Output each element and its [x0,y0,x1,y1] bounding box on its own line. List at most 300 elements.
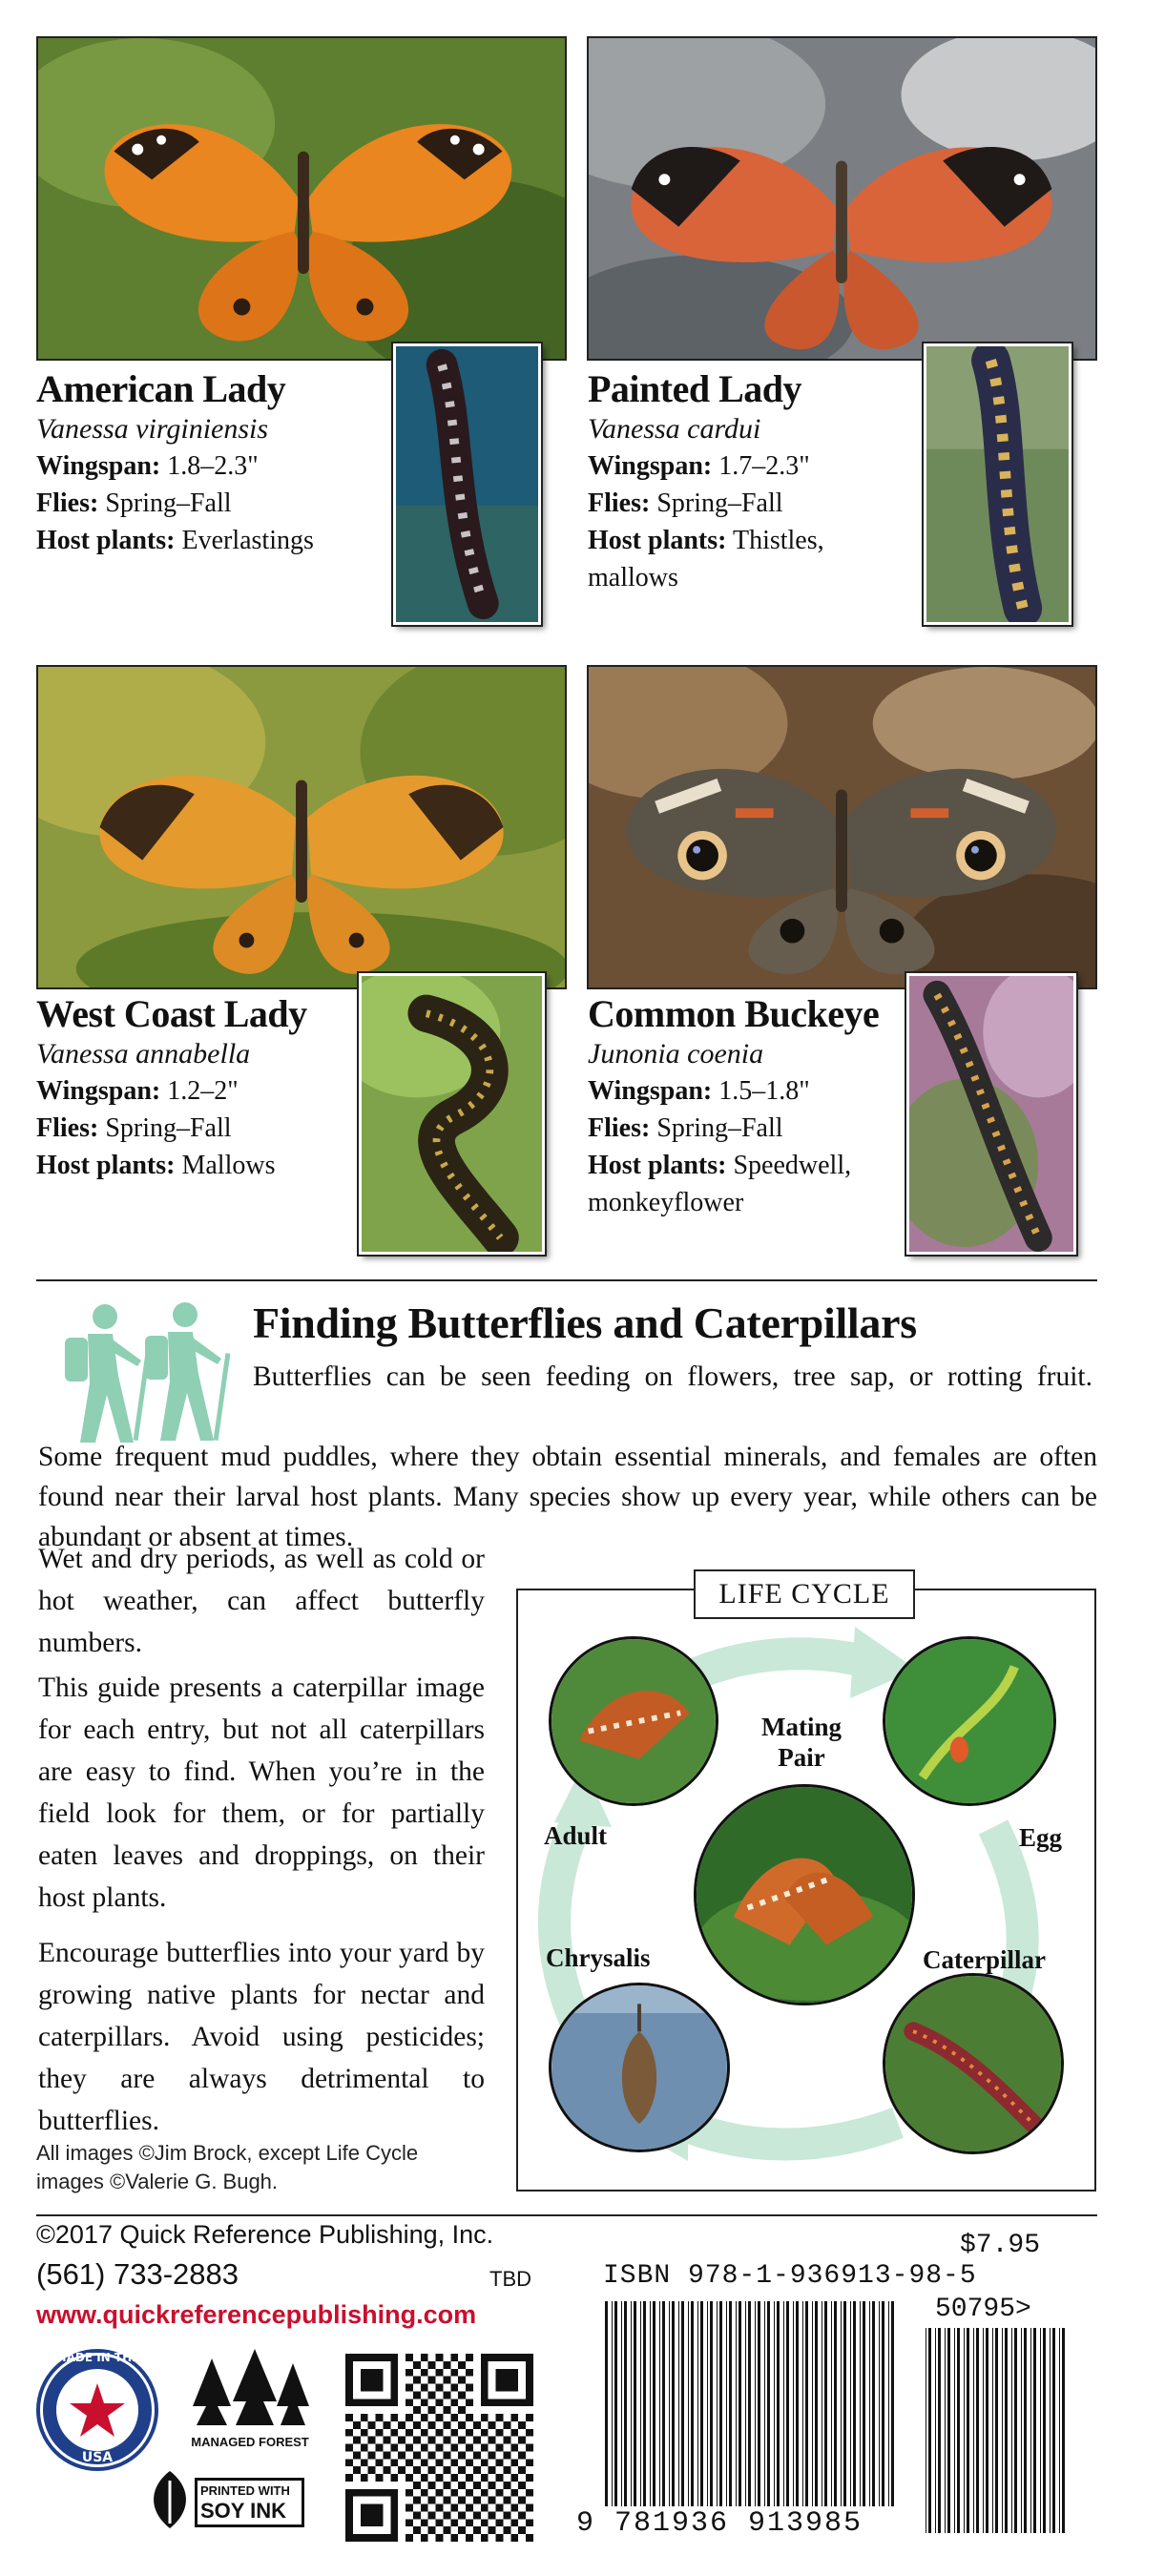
species-name: Painted Lady [588,367,802,410]
qr-module [466,2474,473,2482]
barcode-bar [1011,2328,1012,2533]
barcode-bar [745,2301,746,2506]
qr-module [443,2361,450,2369]
barcode-bar [891,2301,894,2506]
intro-text-first-line: Butterflies can be seen feeding on flowers, tree sap, or rotting fruit. [253,1361,1092,1392]
qr-module [406,2489,413,2497]
qr-module [481,2414,489,2421]
barcode-bar [964,2328,965,2533]
qr-module [458,2406,466,2414]
qr-module [443,2377,450,2384]
paragraph-weather: Wet and dry periods, as well as cold or hot weather, can affect butterfly numbers. [38,1544,485,1658]
qr-module [466,2504,473,2512]
qr-module [406,2444,413,2452]
qr-module [406,2534,413,2542]
barcode-bar [719,2301,722,2506]
qr-module [428,2466,436,2474]
barcode-bar [976,2328,979,2533]
qr-module [436,2444,444,2452]
barcode-bar [697,2301,698,2506]
barcode-bar [631,2301,632,2506]
barcode-bar [1005,2328,1008,2533]
barcode-bar [967,2328,969,2533]
qr-module [503,2482,510,2489]
barcode-bar [764,2301,765,2506]
barcode-bar [786,2301,789,2506]
barcode-bar [621,2301,622,2506]
qr-module [450,2459,458,2466]
qr-module [443,2511,450,2519]
qr-module [368,2451,376,2459]
qr-module [406,2519,413,2526]
qr-module [458,2482,466,2489]
qr-module [466,2429,473,2437]
qr-module [481,2504,489,2512]
copyright: ©2017 Quick Reference Publishing, Inc. [36,2220,494,2249]
barcode-bar [707,2301,708,2506]
qr-module [345,2429,353,2437]
qr-module [361,2459,368,2466]
qr-module [481,2444,489,2452]
usa-text: USA [81,2450,114,2465]
qr-module [421,2459,428,2466]
soy-ink-logo [141,2466,308,2533]
qr-module [481,2459,489,2466]
host-plants-line: Host plants: Everlastings [36,526,314,555]
flies-line: Flies: Spring–Fall [36,488,232,518]
qr-module [428,2406,436,2414]
qr-module [526,2474,533,2482]
qr-module [436,2534,444,2542]
qr-module [473,2511,481,2519]
qr-module [526,2459,533,2466]
qr-module [421,2384,428,2392]
hikers-icon [50,1301,231,1444]
qr-module [376,2474,384,2482]
qr-module [361,2504,384,2527]
qr-module [503,2451,510,2459]
qr-module [436,2474,444,2482]
west-coast-lady-text [36,992,399,1184]
barcode-bar [805,2301,808,2506]
price: $7.95 [960,2231,1041,2260]
barcode-bar [681,2301,684,2506]
scientific-name: Vanessa virginiensis [36,413,269,445]
mating-pair-image [694,1784,915,2005]
qr-module [518,2497,526,2504]
qr-module [518,2421,526,2429]
qr-module [368,2421,376,2429]
qr-module [383,2466,390,2474]
wingspan-line: Wingspan: 1.2–2" [36,1076,239,1106]
painted-lady-text [588,367,950,596]
intro-text: Some frequent mud puddles, where they obtain essential minerals, and females are often found near their larval host plants. Many species show up every year, while others can be abundant or absent at times. [38,1442,1097,1552]
qr-module [510,2459,518,2466]
section-divider [36,1279,1097,1281]
scientific-name: Vanessa cardui [588,413,761,445]
qr-module [398,2437,406,2444]
life-cycle-title: LIFE CYCLE [694,1569,915,1619]
flies-line: Flies: Spring–Fall [36,1113,232,1143]
qr-module [353,2437,361,2444]
barcode-bar [736,2301,737,2506]
barcode-bar [758,2301,760,2506]
qr-module [450,2444,458,2452]
qr-module [496,2474,504,2482]
qr-module [428,2391,436,2399]
qr-module [376,2459,384,2466]
qr-module [450,2519,458,2526]
qr-module [421,2444,428,2452]
qr-module [489,2466,496,2474]
qr-module [383,2437,390,2444]
chrysalis-stage-image [549,1983,730,2152]
qr-module [503,2437,510,2444]
qr-module [428,2437,436,2444]
west-coast-lady-photo [36,665,567,989]
qr-module [436,2489,444,2497]
qr-module [406,2474,413,2482]
qr-module [436,2384,444,2392]
qr-module [443,2437,450,2444]
qr-module [481,2534,489,2542]
qr-module [361,2474,368,2482]
qr-module [428,2361,436,2369]
qr-module [443,2482,450,2489]
barcode-bar [954,2328,955,2533]
qr-module [496,2369,519,2392]
qr-module [406,2399,413,2406]
qr-module [489,2437,496,2444]
qr-module [413,2377,421,2384]
qr-module [503,2497,510,2504]
qr-module [421,2504,428,2512]
barcode-bar [612,2301,613,2506]
flies-line: Flies: Spring–Fall [588,1113,783,1143]
qr-module [383,2421,390,2429]
barcode-bar [726,2301,727,2506]
paragraph-caterpillars: This guide presents a caterpillar image for each entry, but not all caterpillars are easy to find. When you’re in the field look for them, or for partially eaten leaves and droppings, on their host plants. [38,1672,485,1913]
qr-module [443,2406,450,2414]
qr-module [428,2451,436,2459]
host-plants-line: Host plants: Speedwell, [588,1151,852,1180]
qr-module [489,2451,496,2459]
barcode-bar [888,2301,889,2506]
paragraph-garden: Encourage butterflies into your yard by growing native plants for nectar and caterpillars. Avoid using pesticides; they are always detrimental to butterflies. [38,1938,485,2136]
qr-module [345,2459,353,2466]
barcode-bar [1050,2328,1051,2533]
qr-module [473,2451,481,2459]
barcode-bar [869,2301,870,2506]
barcode-bar [973,2328,974,2533]
qr-code [345,2354,533,2542]
qr-module [518,2466,526,2474]
barcode-bar [1043,2328,1046,2533]
made-in-text: MADE IN THE [54,2351,140,2364]
qr-module [413,2421,421,2429]
qr-module [518,2482,526,2489]
qr-module [398,2451,406,2459]
qr-module [458,2391,466,2399]
barcode-bar [815,2301,818,2506]
qr-module [489,2511,496,2519]
barcode-bar [640,2301,641,2506]
barcode-bar [1030,2328,1031,2533]
qr-module [510,2504,518,2512]
qr-module [503,2421,510,2429]
qr-module [421,2354,428,2361]
qr-module [390,2414,398,2421]
qr-module [496,2444,504,2452]
barcode-bar [945,2328,946,2533]
qr-module [436,2459,444,2466]
barcode-bar [983,2328,984,2533]
qr-module [473,2421,481,2429]
barcode-bar [834,2301,837,2506]
managed-forest-text: MANAGED FOREST [191,2435,309,2449]
qr-module [436,2429,444,2437]
species-name: Common Buckeye [588,992,880,1035]
qr-module [496,2519,504,2526]
qr-module [428,2497,436,2504]
qr-module [368,2437,376,2444]
barcode-bar [853,2301,856,2506]
qr-module [503,2511,510,2519]
qr-module [489,2482,496,2489]
qr-module [458,2437,466,2444]
qr-module [450,2369,458,2377]
qr-module [376,2444,384,2452]
footer-divider [36,2214,1097,2216]
caterpillar-stage-image [883,1973,1064,2154]
barcode-bar [650,2301,651,2506]
egg-label: Egg [1019,1823,1063,1852]
barcode-bar [831,2301,832,2506]
barcode-bar [802,2301,803,2506]
qr-module [496,2534,504,2542]
qr-module [413,2361,421,2369]
barcode-bar [729,2301,732,2506]
qr-module [450,2489,458,2497]
qr-module [510,2489,518,2497]
wingspan-line: Wingspan: 1.8–2.3" [36,451,259,481]
qr-module [421,2414,428,2421]
qr-module [450,2474,458,2482]
qr-module [518,2451,526,2459]
qr-module [458,2451,466,2459]
qr-module [450,2429,458,2437]
qr-module [458,2466,466,2474]
qr-module [496,2414,504,2421]
scientific-name: Vanessa annabella [36,1038,251,1070]
barcode-bar [986,2328,988,2533]
qr-module [481,2519,489,2526]
barcode-bar [879,2301,880,2506]
host-plants-continued: monkeyflower [588,1188,744,1217]
qr-module [458,2361,466,2369]
qr-module [450,2414,458,2421]
barcode-bar [678,2301,679,2506]
barcode-bar [783,2301,784,2506]
barcode-bar [710,2301,713,2506]
barcode-bar [938,2328,941,2533]
qr-module [406,2354,413,2361]
barcode-bar [669,2301,670,2506]
qr-module [421,2369,428,2377]
host-plants-line: Host plants: Mallows [36,1151,276,1180]
barcode-bar [691,2301,694,2506]
barcode-bar [777,2301,780,2506]
qr-module [510,2414,518,2421]
qr-module [406,2429,413,2437]
qr-module [345,2444,353,2452]
painted-lady-photo [587,36,1097,361]
species-name: West Coast Lady [36,992,307,1035]
qr-module [489,2497,496,2504]
qr-module [518,2526,526,2534]
qr-module [450,2399,458,2406]
qr-module [361,2369,384,2392]
egg-stage-image [883,1636,1056,1806]
qr-module [526,2429,533,2437]
qr-module [421,2489,428,2497]
barcode-bar [1021,2328,1022,2533]
barcode-digits: 9 781936 913985 [572,2507,866,2540]
qr-module [413,2466,421,2474]
chrysalis-label: Chrysalis [546,1943,651,1972]
qr-module [526,2519,533,2526]
qr-module [406,2459,413,2466]
barcode-bar [796,2301,799,2506]
qr-module [503,2466,510,2474]
qr-module [510,2429,518,2437]
qr-module [443,2526,450,2534]
qr-module [428,2482,436,2489]
species-name: American Lady [36,367,286,410]
qr-module [473,2497,481,2504]
qr-module [496,2504,504,2512]
scientific-name: Junonia coenia [588,1038,764,1070]
qr-module [413,2497,421,2504]
phone-number: (561) 733-2883 [36,2257,239,2291]
qr-module [406,2384,413,2392]
qr-module [413,2437,421,2444]
american-lady-caterpillar-photo [393,343,541,625]
barcode-bar [653,2301,655,2506]
qr-module [526,2414,533,2421]
barcode-bar [717,2301,718,2506]
qr-module [406,2504,413,2512]
qr-module [406,2414,413,2421]
qr-module [436,2354,444,2361]
barcode-bar [793,2301,794,2506]
qr-module [466,2369,473,2377]
barcode-bar [882,2301,884,2506]
barcode-bar [957,2328,960,2533]
qr-module [496,2489,504,2497]
barcode-bar [739,2301,741,2506]
qr-module [436,2414,444,2421]
qr-module [436,2519,444,2526]
qr-module [510,2474,518,2482]
barcode-bar [863,2301,865,2506]
qr-module [443,2466,450,2474]
barcode-bar [860,2301,861,2506]
barcode-bar [995,2328,998,2533]
qr-module [413,2482,421,2489]
isbn: ISBN 978-1-936913-98-5 [603,2261,977,2291]
qr-module [518,2437,526,2444]
qr-module [443,2451,450,2459]
barcode-bar [1052,2328,1055,2533]
barcode-bar [659,2301,660,2506]
qr-module [436,2504,444,2512]
barcode-bar [1002,2328,1003,2533]
barcode-bar [748,2301,751,2506]
american-lady-photo [36,36,567,361]
qr-module [526,2444,533,2452]
made-in-usa-badge [36,2349,158,2471]
qr-module [466,2489,473,2497]
barcode-bar [643,2301,646,2506]
qr-module [413,2511,421,2519]
qr-module [466,2534,473,2542]
qr-module [510,2534,518,2542]
qr-module [345,2414,353,2421]
managed-forest-logo [183,2349,317,2454]
barcode-bar [935,2328,936,2533]
qr-module [428,2377,436,2384]
barcode-bar [774,2301,775,2506]
qr-module [526,2489,533,2497]
common-buckeye-text [588,992,950,1221]
qr-module [413,2391,421,2399]
barcode-bar [634,2301,636,2506]
qr-module [436,2399,444,2406]
qr-module [428,2421,436,2429]
barcode-bar [841,2301,842,2506]
qr-module [450,2354,458,2361]
qr-module [450,2384,458,2392]
qr-module [518,2511,526,2519]
qr-module [489,2526,496,2534]
qr-module [376,2414,384,2421]
qr-module [466,2459,473,2466]
qr-module [458,2497,466,2504]
barcode-bar [843,2301,846,2506]
qr-module [390,2429,398,2437]
barcode-bar [812,2301,813,2506]
barcode-bar [1024,2328,1027,2533]
website-link[interactable]: www.quickreferencepublishing.com [36,2300,477,2329]
qr-module [458,2377,466,2384]
qr-module [428,2526,436,2534]
qr-module [466,2399,473,2406]
qr-module [496,2429,504,2437]
qr-module [413,2526,421,2534]
qr-module [526,2504,533,2512]
qr-module [413,2451,421,2459]
qr-module [368,2466,376,2474]
section-title: Finding Butterflies and Caterpillars [253,1298,917,1347]
barcode-bar [688,2301,689,2506]
qr-module [466,2414,473,2421]
qr-module [473,2437,481,2444]
qr-module [481,2429,489,2437]
barcode-bar [992,2328,993,2533]
mating-pair-label: Mating Pair [761,1713,842,1772]
qr-module [443,2421,450,2429]
